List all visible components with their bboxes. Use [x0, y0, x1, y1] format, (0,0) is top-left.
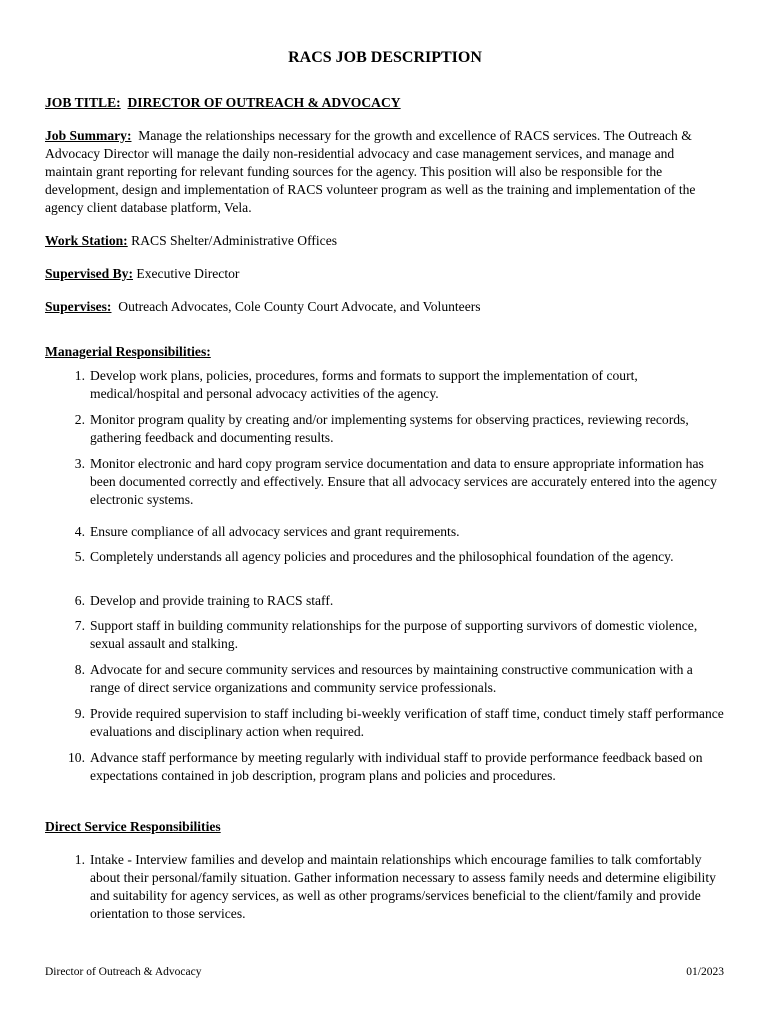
work-station-line	[45, 232, 725, 250]
list-item	[45, 548, 725, 566]
list-item	[45, 851, 725, 923]
supervises-line	[45, 298, 725, 316]
list-item-number: 1.	[74, 852, 85, 867]
managerial-heading: Managerial Responsibilities:	[45, 344, 211, 359]
supervised-by-label: Supervised By:	[45, 266, 133, 281]
document-title: RACS JOB DESCRIPTION	[288, 49, 482, 66]
footer-date: 01/2023	[686, 966, 724, 978]
job-summary-paragraph	[45, 127, 725, 217]
list-item-text: Support staff in building community relationships for the purpose of supporting survivors of domestic violence, sexual assault and stalking.	[90, 618, 698, 651]
list-item-number: 6.	[74, 593, 85, 608]
list-item-number: 7.	[74, 618, 85, 633]
list-item-text: Monitor electronic and hard copy program service documentation and data to ensure appropriate information has been documented correctly and effectively. Ensure that all advocacy services are accurately entered into the agency electronic systems.	[90, 456, 717, 507]
list-item-number: 4.	[74, 524, 85, 539]
list-item-number: 1.	[74, 368, 85, 383]
list-item	[45, 523, 725, 541]
list-item-text: Ensure compliance of all advocacy services and grant requirements.	[90, 524, 460, 539]
list-item-text: Monitor program quality by creating and/or implementing systems for observing practices, reviewing records, gathering feedback and documenting results.	[90, 412, 689, 445]
list-item-text: Provide required supervision to staff including bi-weekly verification of staff time, conduct timely staff performance evaluations and disciplinary action when required.	[90, 706, 724, 739]
job-summary-text: Manage the relationships necessary for the growth and excellence of RACS services. The Outreach & Advocacy Director will manage the daily non-residential advocacy and case management services, and manage and maintain grant reporting for relevant funding sources for the agency. This position will also be responsible for the development, design and implementation of RACS volunteer program as well as the training and implementation of the agency client database platform, Vela.	[45, 128, 696, 215]
work-station-value: RACS Shelter/Administrative Offices	[131, 233, 338, 248]
list-item-number: 3.	[74, 456, 85, 471]
list-item-number: 5.	[74, 549, 85, 564]
list-item-text: Develop work plans, policies, procedures, forms and formats to support the implementation of court, medical/hospital and personal advocacy activities of the agency.	[90, 368, 638, 401]
list-item	[45, 367, 725, 403]
job-summary-label: Job Summary:	[45, 128, 132, 143]
list-item-text: Advocate for and secure community services and resources by maintaining constructive communication with a range of direct service organizations and community service professionals.	[90, 662, 693, 695]
list-item-number: 8.	[74, 662, 85, 677]
direct-service-heading: Direct Service Responsibilities	[45, 819, 221, 834]
supervises-label: Supervises:	[45, 299, 112, 314]
list-item-number: 2.	[74, 412, 85, 427]
list-item	[45, 592, 725, 610]
list-item	[45, 749, 725, 785]
list-item	[45, 705, 725, 741]
list-item	[45, 661, 725, 697]
list-item-text: Intake - Interview families and develop and maintain relationships which encourage families to talk comfortably about their personal/family situation. Gather information necessary to assess family needs and determine eligibility and suitability for agency services, as well as other programs/services beneficial to the client/family and provide orientation to those services.	[90, 852, 716, 921]
list-item-text: Develop and provide training to RACS staff.	[90, 593, 334, 608]
job-title-line	[45, 94, 725, 112]
list-item	[45, 411, 725, 447]
supervised-by-line	[45, 265, 725, 283]
list-item	[45, 617, 725, 653]
job-title-value: DIRECTOR OF OUTREACH & ADVOCACY	[127, 95, 401, 110]
job-title-label: JOB TITLE:	[45, 95, 121, 110]
work-station-label: Work Station:	[45, 233, 128, 248]
footer-document-name: Director of Outreach & Advocacy	[45, 966, 202, 978]
list-item-text: Advance staff performance by meeting regularly with individual staff to provide performance feedback based on expectations contained in job description, program plans and policies and procedures.	[90, 750, 703, 783]
list-item-number: 9.	[74, 706, 85, 721]
supervised-by-value: Executive Director	[136, 266, 240, 281]
list-item-number: 10.	[68, 750, 85, 765]
list-item	[45, 455, 725, 509]
supervises-value: Outreach Advocates, Cole County Court Advocate, and Volunteers	[118, 299, 481, 314]
list-item-text: Completely understands all agency policies and procedures and the philosophical foundation of the agency.	[90, 549, 674, 564]
